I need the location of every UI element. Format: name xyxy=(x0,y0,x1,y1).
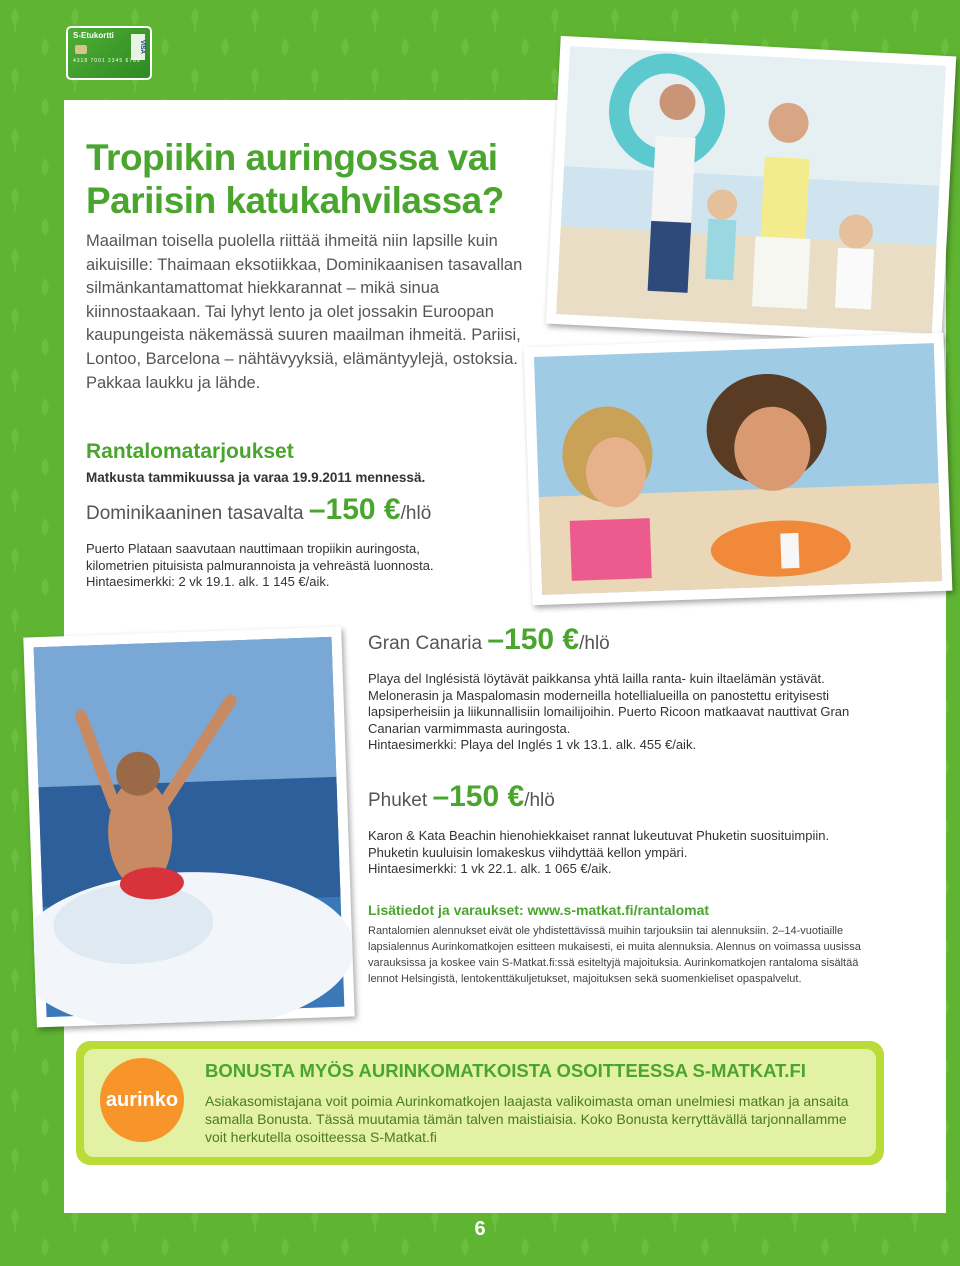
banner-text: Asiakasomistajana voit poimia Aurinkomatkojen laajasta valikoimasta oman unelmiesi matkan ja ansaita samalla Bonusta. Tässä muutamia tämän talven maistiaisia. Koko Bonusta kerryttävällä tarjonnallamme voit herkutella osoitteessa S-Matkat.fi xyxy=(205,1093,849,1145)
offer-phuket-heading xyxy=(368,780,555,814)
offer-place: Dominikaaninen tasavalta xyxy=(86,503,304,524)
fine-print: Rantalomien alennukset eivät ole yhdistettävissä muihin tarjouksiin tai alennuksiin. 2–14-vuotiaille lapsialennus Aurinkomatkojen esitteen mukaisesti, ei muita alennuksia. Alennus on voimassa uusissa varauksissa ja koskee vain S-Matkat.fi:ssä esiteltyjä majoituksia. Aurinkomatkojen rantaloma sisältää lennot Helsingistä, lentokenttäkuljetukset, majoituksen sekä suomenkieliset opaspalvelut. xyxy=(368,925,861,985)
offer-unit: /hlö xyxy=(400,503,432,524)
intro-paragraph: Maailman toisella puolella riittää ihmeitä niin lapsille kuin aikuisille: Thaimaan eksotiikkaa, Dominikaanisen tasavallan silmänkantamattomat hiekkarannat – mikä sinua kiinnostaakaan. Tai lyhyt lento ja olet jossakin Euroopan kaupungeista näkemässä suuren maailman ihmeitä. Pariisi, Lontoo, Barcelona – nähtävyyksiä, elämäntyylejä, ostoksia. Pakkaa laukku ja lähde. xyxy=(86,232,523,392)
card-number: 4318 7001 2345 6789 xyxy=(73,58,141,64)
info-link[interactable]: Lisätiedot ja varaukset: www.s-matkat.fi/rantalomat xyxy=(368,902,710,918)
card-brand: S-Etukortti xyxy=(73,31,114,40)
family-beach-photo xyxy=(546,36,957,344)
offer-unit: /hlö xyxy=(524,790,555,811)
offer-phuket-description xyxy=(368,828,880,878)
sunscreen-photo xyxy=(524,333,953,606)
offer-dominican-heading xyxy=(86,493,431,527)
offer-place: Gran Canaria xyxy=(368,633,483,654)
offer-price: –150 € xyxy=(432,780,525,813)
offer-place: Phuket xyxy=(368,790,428,811)
offer-price: –150 € xyxy=(487,623,580,656)
offer-description: Playa del Inglésistä löytävät paikkansa yhtä lailla ranta- kuin iltaelämän ystävät. Melonerasin ja Maspalomasin moderneilla hotellialueilla on panostettu erityisesti lapsiperheisiin ja liikunnallisiin lomailijoihin. Puerto Ricoon matkaavat nauttivat Gran Canarian varmimmasta auringosta. xyxy=(368,671,850,736)
offer-dominican-description xyxy=(86,541,486,591)
offer-description: Karon & Kata Beachin hienohiekkaiset rannat lukeutuvat Phuketin suosituimpiin. Phuketin kuuluisin lomakeskus viihdyttää kellon ympäri. xyxy=(368,828,830,860)
offer-gran-canaria-description xyxy=(368,671,880,754)
aurinko-logo: aurinko xyxy=(100,1058,184,1142)
banner-title: BONUSTA MYÖS AURINKOMATKOISTA OSOITTEESSA S-MATKAT.FI xyxy=(205,1060,806,1081)
offer-unit: /hlö xyxy=(579,633,610,654)
splash-photo xyxy=(23,627,354,1028)
page-number: 6 xyxy=(474,1218,486,1240)
headline-line-2: Pariisin katukahvilassa? xyxy=(86,180,504,221)
offer-gran-canaria-heading xyxy=(368,623,610,657)
offer-description: Puerto Plataan saavutaan nauttimaan tropiikin auringosta, kilometrien pituisista palmurannoista ja vehreästä luonnosta. xyxy=(86,541,434,573)
offer-example: Hintaesimerkki: 1 vk 22.1. alk. 1 065 €/aik. xyxy=(368,861,612,876)
visa-logo: VISA xyxy=(131,34,145,60)
section-subtitle: Matkusta tammikuussa ja varaa 19.9.2011 mennessä. xyxy=(86,470,426,485)
section-title: Rantalomatarjoukset xyxy=(86,440,294,463)
offer-example: Hintaesimerkki: Playa del Inglés 1 vk 13.1. alk. 455 €/aik. xyxy=(368,737,697,752)
s-etukortti-card xyxy=(66,26,152,80)
headline xyxy=(86,136,556,222)
headline-line-1: Tropiikin auringossa vai xyxy=(86,137,498,178)
offer-example: Hintaesimerkki: 2 vk 19.1. alk. 1 145 €/aik. xyxy=(86,574,330,589)
card-chip-icon xyxy=(75,45,87,54)
offer-price: –150 € xyxy=(308,493,401,526)
